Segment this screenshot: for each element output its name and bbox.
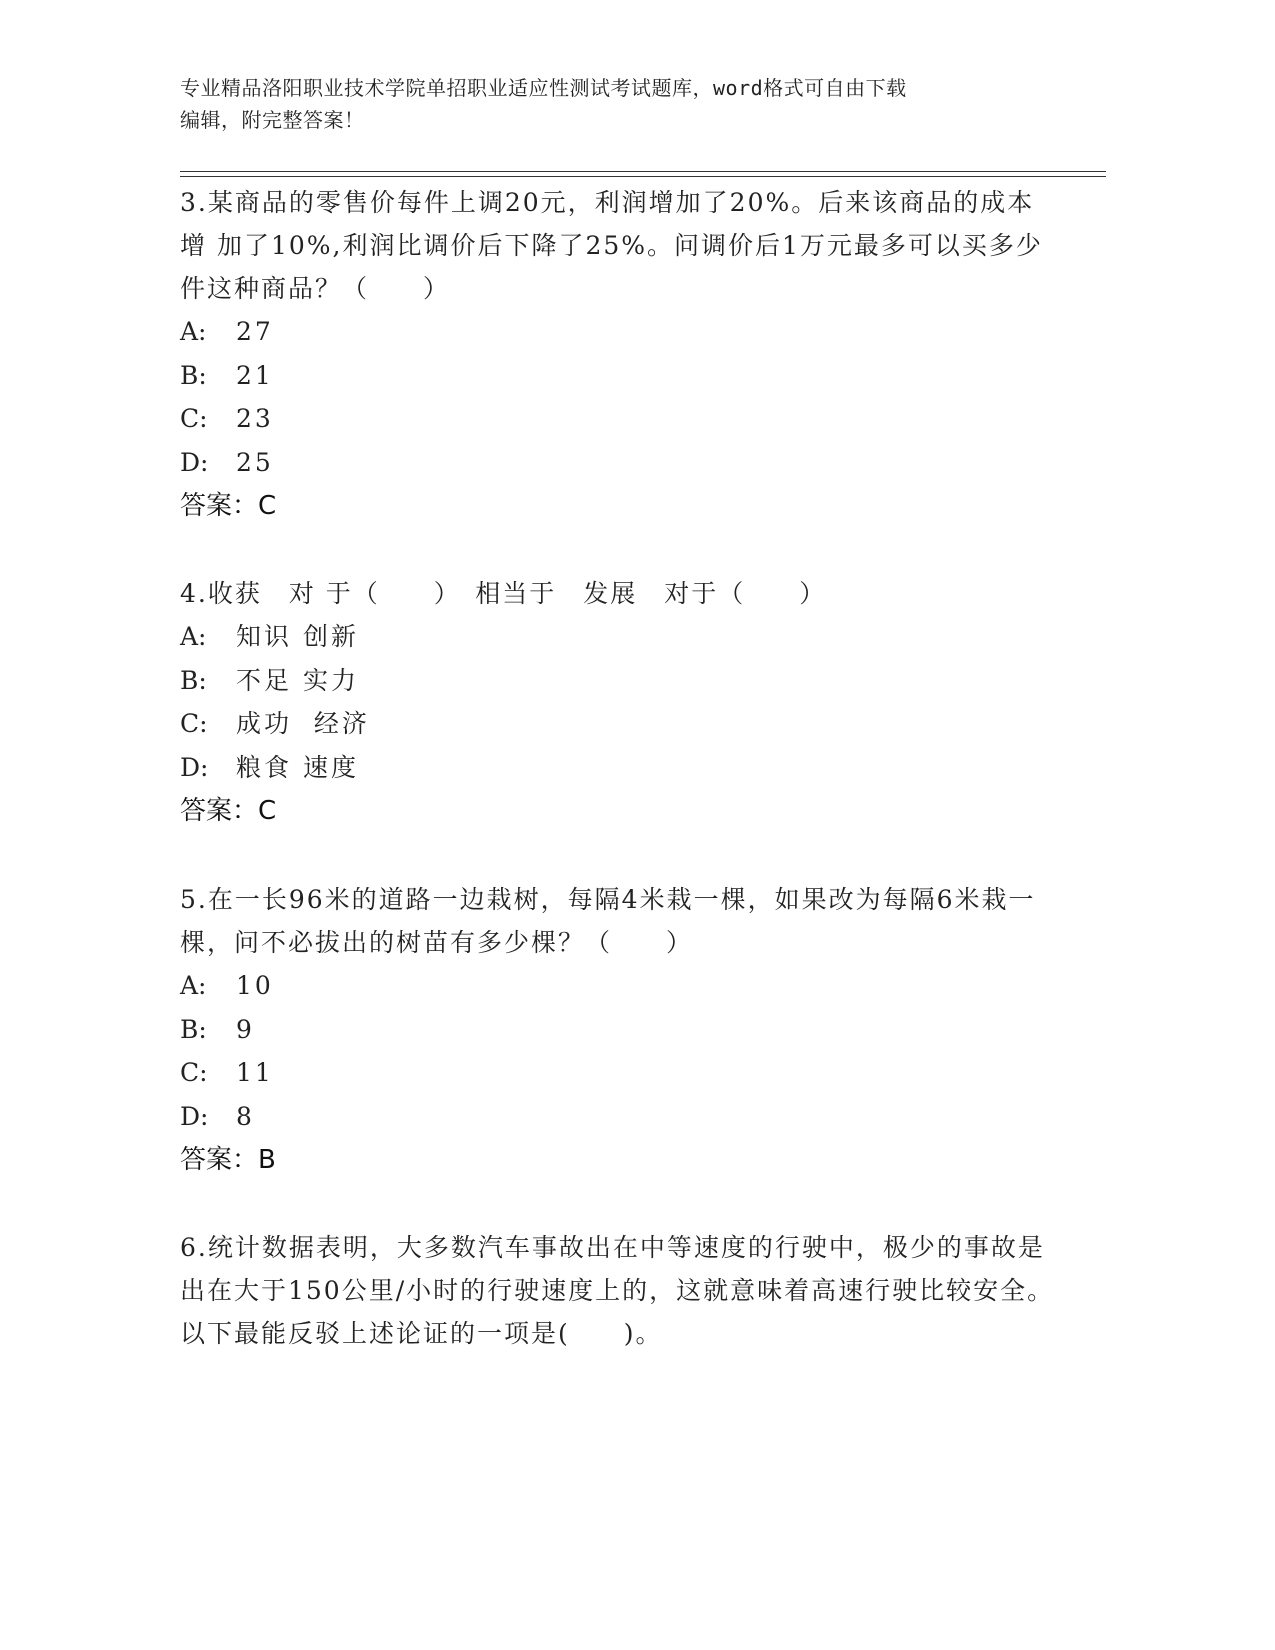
option-b <box>180 1008 1060 1052</box>
option-label: B: <box>180 1014 207 1044</box>
option-c <box>180 1051 1060 1095</box>
option-label: A: <box>180 622 207 651</box>
option-d <box>180 441 1060 485</box>
option-text: 10 <box>236 971 274 1000</box>
option-b <box>180 354 1060 398</box>
header-line-1: 专业精品洛阳职业技术学院单招职业适应性测试考试题库，word格式可自由下载 <box>180 76 907 100</box>
question-4 <box>180 572 1060 833</box>
option-text: 8 <box>236 1101 255 1131</box>
question-stem: 6.统计数据表明，大多数汽车事故出在中等速度的行驶中，极少的事故是出在大于150公里/小时的行驶速度上的，这就意味着高速行驶比较安全。以下最能反驳上述论证的一项是( )。 <box>180 1233 1055 1348</box>
option-d <box>180 1095 1060 1139</box>
option-text: 成功 经济 <box>236 709 370 738</box>
option-label: A: <box>180 317 207 346</box>
option-label: C: <box>180 709 208 738</box>
option-text: 21 <box>236 360 274 390</box>
option-text: 27 <box>236 317 274 346</box>
option-d <box>180 746 1060 790</box>
option-c <box>180 397 1060 441</box>
option-a <box>180 310 1060 354</box>
answer-line: 答案：C <box>180 796 277 826</box>
option-text: 不足 实力 <box>236 665 359 695</box>
question-stem: 3.某商品的零售价每件上调20元，利润增加了20%。后来该商品的成本增 加了10%,利润比调价后下降了25%。问调价后1万元最多可以买多少件这种商品？（ ） <box>180 188 1043 303</box>
option-text: 知识 创新 <box>236 622 359 651</box>
option-label: D: <box>180 752 209 782</box>
option-b <box>180 659 1060 703</box>
option-label: B: <box>180 360 207 390</box>
option-label: A: <box>180 971 207 1000</box>
question-stem: 5.在一长96米的道路一边栽树，每隔4米栽一棵，如果改为每隔6米栽一棵，问不必拔出的树苗有多少棵？（ ） <box>180 885 1036 957</box>
option-text: 9 <box>236 1014 255 1044</box>
answer-line: 答案：B <box>180 1145 276 1175</box>
option-label: D: <box>180 447 209 477</box>
question-3 <box>180 181 1060 528</box>
answer-line: 答案：C <box>180 491 277 521</box>
option-text: 23 <box>236 404 274 433</box>
option-a <box>180 615 1060 659</box>
question-6 <box>180 1226 1060 1355</box>
option-label: B: <box>180 665 207 695</box>
option-label: D: <box>180 1101 209 1131</box>
question-stem: 4.收获 对 于（ ） 相当于 发展 对于（ ） <box>180 579 827 608</box>
option-c <box>180 702 1060 746</box>
question-5 <box>180 878 1060 1182</box>
option-label: C: <box>180 404 208 433</box>
option-a <box>180 964 1060 1008</box>
header-divider-double <box>180 176 1106 177</box>
header-divider <box>180 171 1106 172</box>
option-text: 25 <box>236 447 274 477</box>
option-text: 粮食 速度 <box>236 752 359 782</box>
document-header <box>180 72 1060 136</box>
option-label: C: <box>180 1058 208 1087</box>
option-text: 11 <box>236 1058 274 1087</box>
header-line-2: 编辑，附完整答案！ <box>180 108 365 132</box>
